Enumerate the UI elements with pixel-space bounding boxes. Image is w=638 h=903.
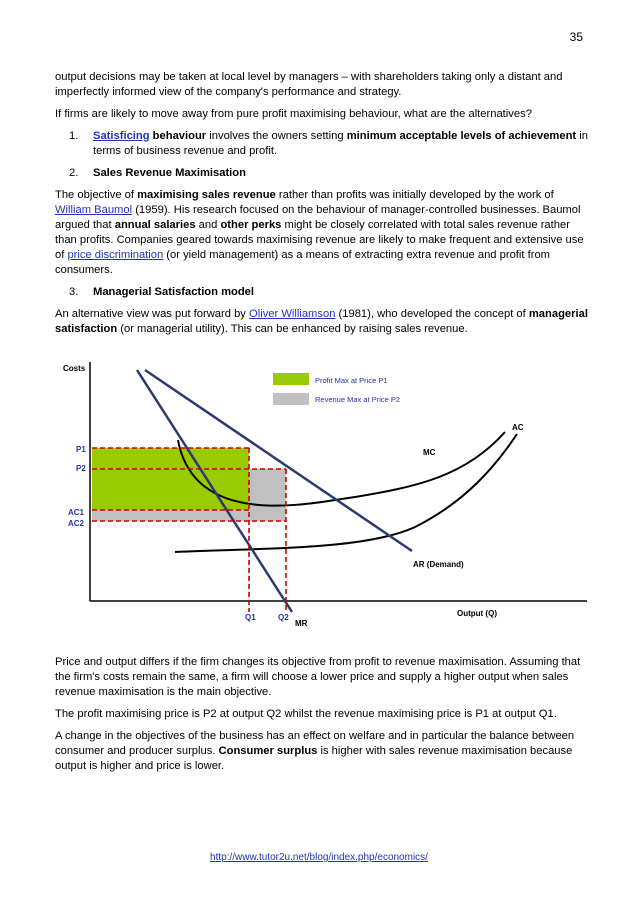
paragraph-price-output: Price and output differs if the firm changes its objective from profit to revenue maximisation. Assuming that the firm's costs remain the same, a firm will choose a lower price and supply a higher output when sales revenue maximisation is the main objective. [55, 656, 581, 698]
text: and [195, 219, 221, 231]
x-axis-label: Output (Q) [457, 609, 497, 618]
ar-demand-label: AR (Demand) [413, 560, 464, 569]
ac1-label: AC1 [68, 508, 85, 517]
list-number: 2. [69, 167, 79, 179]
text: involves the owners setting [206, 130, 347, 142]
list-number: 3. [69, 286, 79, 298]
text: (1981), who developed the concept of [335, 308, 529, 320]
bold-text: annual salaries [114, 219, 196, 231]
legend-label-revenue: Revenue Max at Price P2 [315, 395, 401, 404]
list-number: 1. [69, 130, 79, 142]
list-item-sales-revenue [69, 166, 590, 181]
bold-text: behaviour [149, 130, 207, 142]
q1-label: Q1 [245, 613, 256, 622]
text: might be closely correlated with total sales revenue rather than profits. Companies geared towards maximising revenue are likely to make frequent and extensive use of [55, 219, 584, 261]
after-diagram-text [55, 655, 590, 781]
p1-label: P1 [76, 445, 86, 454]
text: (1959). His research focused on the behaviour of manager-controlled businesses. Baumol argued that [55, 204, 581, 231]
q2-label: Q2 [278, 613, 289, 622]
paragraph-intro: output decisions may be taken at local level by managers – with shareholders taking only a distant and imperfectly informed view of the company's performance and strategy. [55, 71, 563, 98]
mr-label: MR [295, 619, 308, 628]
bold-text: managerial satisfaction [55, 308, 588, 335]
text: (or managerial utility). This can be enhanced by raising sales revenue. [117, 323, 468, 335]
list-heading: Sales Revenue Maximisation [93, 167, 246, 179]
text: An alternative view was put forward by [55, 308, 250, 320]
satisficing-link[interactable]: Satisficing [93, 130, 150, 142]
legend-label-profit: Profit Max at Price P1 [315, 376, 388, 385]
text: is higher with sales revenue maximisation because output is higher and price is lower. [55, 745, 573, 772]
paragraph-profit-max: The profit maximising price is P2 at output Q2 whilst the revenue maximising price is P1 at output Q1. [55, 708, 557, 720]
list-item-managerial [69, 285, 590, 300]
paragraph-williamson [55, 307, 590, 337]
mc-curve-label: MC [423, 448, 436, 457]
revenue-area-base [92, 510, 249, 521]
main-text [55, 70, 590, 344]
williamson-link[interactable]: Oliver Williamson [249, 308, 336, 320]
footer-link[interactable]: http://www.tutor2u.net/blog/index.php/economics/ [210, 852, 428, 863]
paragraph-welfare [55, 729, 590, 774]
price-discrimination-link[interactable]: price discrimination [67, 249, 164, 261]
list-heading: Managerial Satisfaction model [93, 286, 255, 298]
bold-text: other perks [220, 219, 282, 231]
paragraph-baumol [55, 188, 590, 278]
paragraph-question: If firms are likely to move away from pure profit maximising behaviour, what are the alternatives? [55, 108, 532, 120]
footer [0, 852, 638, 863]
text: A change in the objectives of the business has an effect on welfare and in particular the balance between consumer and producer surplus. [55, 730, 575, 757]
text: rather than profits was initially developed by the work of [275, 189, 554, 201]
baumol-link[interactable]: William Baumol [55, 204, 133, 216]
bold-text: maximising sales revenue [137, 189, 276, 201]
y-axis-label: Costs [63, 364, 86, 373]
economics-diagram [55, 352, 595, 642]
bold-text: minimum acceptable levels of achievement [346, 130, 577, 142]
p2-label: P2 [76, 464, 86, 473]
diagram-svg [55, 352, 595, 642]
revenue-area [249, 469, 286, 521]
legend-swatch-revenue [273, 393, 309, 405]
bold-text: Consumer surplus [218, 745, 318, 757]
text: in terms of business revenue and profit. [93, 130, 588, 157]
text: The objective of [55, 189, 138, 201]
text: (or yield management) as a means of extracting extra revenue and profit from consumers. [55, 249, 550, 276]
legend-swatch-profit [273, 373, 309, 385]
ac-curve-label: AC [512, 423, 524, 432]
ac2-label: AC2 [68, 519, 85, 528]
page-number: 35 [569, 30, 583, 44]
list-body [93, 129, 590, 159]
list-item-satisficing [69, 129, 590, 159]
